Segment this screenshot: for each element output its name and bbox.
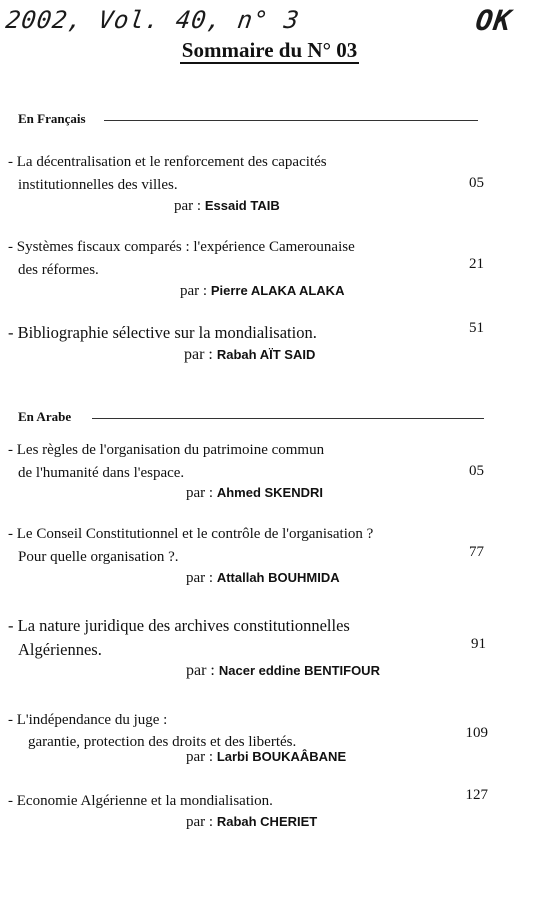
entry-author: par : Nacer eddine BENTIFOUR [186,662,380,679]
entry-page-number: 05 [469,175,484,191]
entry-title-line: - Le Conseil Constitutionnel et le contrôle de l'organisation ? [8,526,374,542]
entry-page-number: 77 [469,544,484,560]
entry-title-line: des réformes. [18,262,99,278]
entry-title-line: institutionnelles des villes. [18,177,178,193]
section-heading-francais: En Français [18,111,86,126]
entry-title-line: - Economie Algérienne et la mondialisation. [8,793,273,809]
entry-page-number: 05 [469,463,484,479]
entry-page-number: 91 [471,636,486,652]
entry-author: par : Ahmed SKENDRI [186,485,324,501]
entry-page-number: 109 [465,725,488,741]
section-rule [104,120,478,121]
section-rule [92,418,484,419]
entry-title-line: Algériennes. [18,640,102,659]
handwritten-annotation: 2002, Vol. 40, n° 3 [4,6,302,34]
entry-title-line: Pour quelle organisation ?. [18,549,179,565]
entry-title-line: - Systèmes fiscaux comparés : l'expérience Camerounaise [8,239,355,255]
ok-annotation: OK [473,4,515,37]
entry-title-line: - L'indépendance du juge : [8,712,168,728]
entry-title-line: - La nature juridique des archives constitutionnelles [8,616,350,635]
entry-author: par : Attallah BOUHMIDA [186,570,340,586]
entry-author: par : Rabah AÏT SAID [184,346,316,363]
entry-page-number: 127 [465,787,488,803]
entry-page-number: 21 [469,256,484,272]
entry-page-number: 51 [469,320,484,336]
entry-title-line: de l'humanité dans l'espace. [18,465,185,481]
page-title: Sommaire du N° 03 [181,38,358,62]
entry-title-line: garantie, protection des droits et des libertés. [28,734,297,750]
entry-author: par : Pierre ALAKA ALAKA [180,283,345,299]
entry-title-line: - La décentralisation et le renforcement des capacités [8,154,327,170]
section-heading-arabe: En Arabe [18,409,72,424]
entry-author: par : Larbi BOUKAÂBANE [186,749,347,765]
entry-title-line: - Bibliographie sélective sur la mondialisation. [8,323,317,342]
entry-title-line: - Les règles de l'organisation du patrimoine commun [8,442,325,458]
entry-author: par : Rabah CHERIET [186,814,318,830]
entry-author: par : Essaid TAIB [174,198,280,214]
